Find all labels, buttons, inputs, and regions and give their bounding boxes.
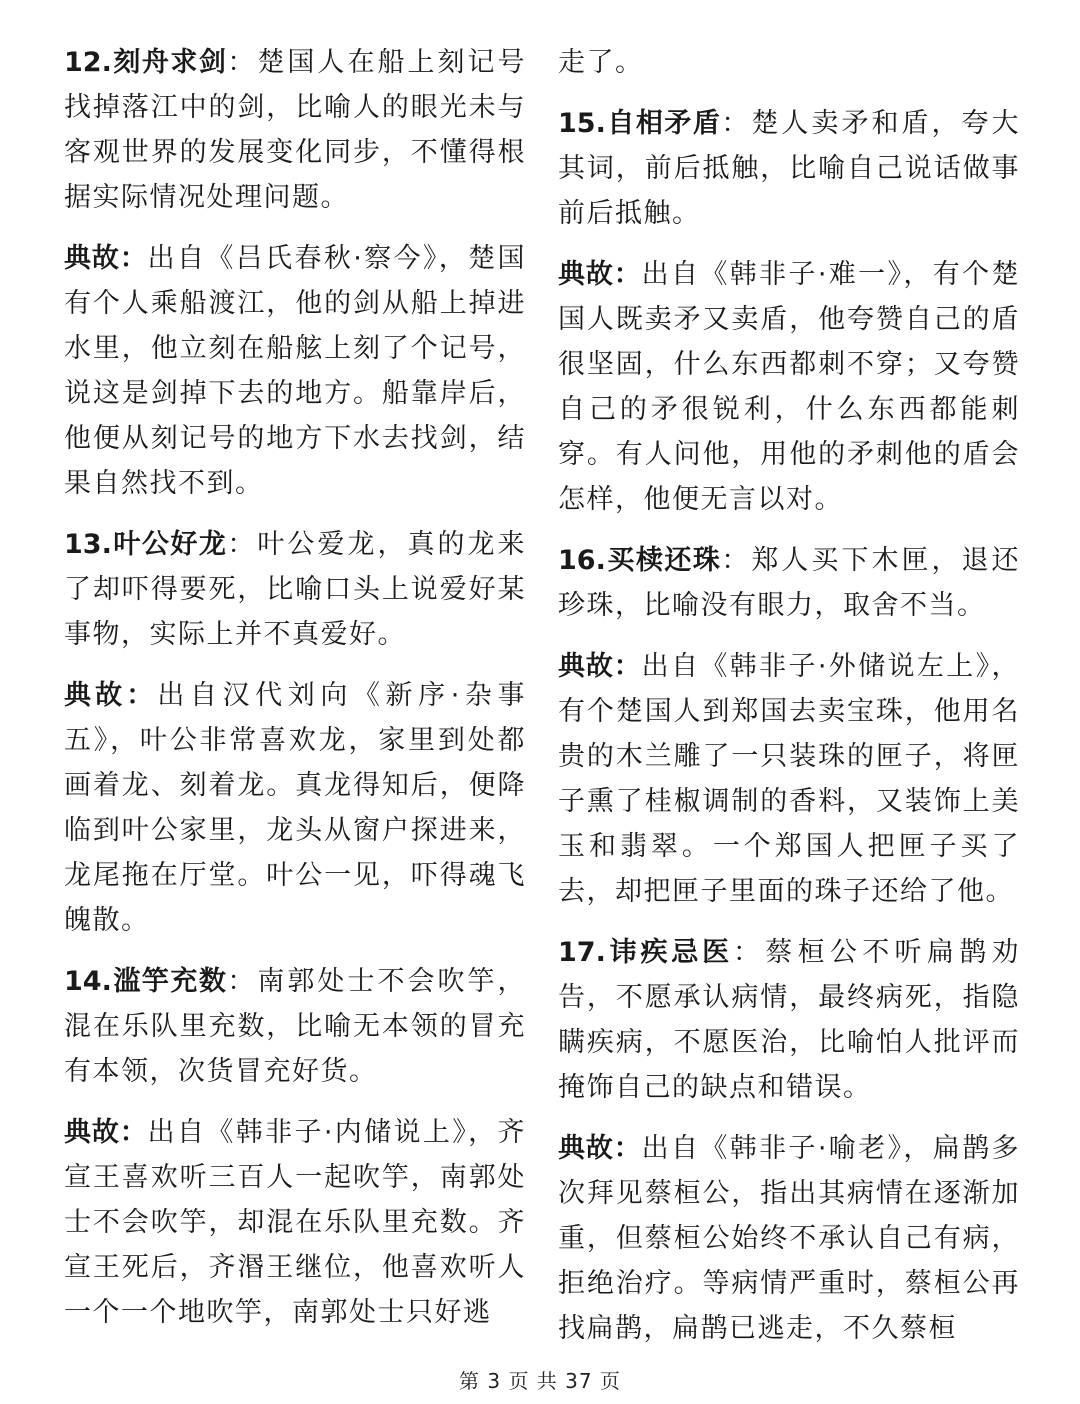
- idiom-definition: 楚人卖矛和盾，夸大其词，前后抵触，比喻自己说话做事前后抵触。: [558, 108, 1020, 229]
- story-label: 典故: [64, 1117, 120, 1148]
- separator: ：: [119, 1117, 148, 1148]
- separator: ：: [613, 651, 642, 682]
- separator: ：: [721, 108, 752, 139]
- story-text: 出自《韩非子·难一》，有个楚国人既卖矛又卖盾，他夸赞自己的盾很坚固，什么东西都刺不穿；又夸赞自己的矛很锐利，什么东西都能刺穿。有人问他，用他的矛刺他的盾会怎样，他便无言以对。: [558, 259, 1021, 515]
- story-label: 典故: [558, 1133, 614, 1164]
- story-paragraph: [558, 1126, 1020, 1351]
- page-number-footer: 第 3 页 共 37 页: [459, 1369, 621, 1393]
- separator: ：: [613, 259, 642, 290]
- story-paragraph: [64, 1110, 526, 1335]
- story-paragraph: [64, 236, 526, 506]
- left-column: [64, 40, 526, 1351]
- idiom-title: 12.刻舟求剑: [64, 47, 228, 78]
- separator: ：: [227, 47, 258, 78]
- story-text: 出自《韩非子·外储说左上》，有个楚国人到郑国去卖宝珠，他用名贵的木兰雕了一只装珠的匣子，将匣子熏了桂椒调制的香料，又装饰上美玉和翡翠。一个郑国人把匣子买了去，却把匣子里面的珠子还给了他。: [558, 651, 1021, 907]
- continuation-paragraph: [558, 40, 1020, 85]
- idiom-title: 15.自相矛盾: [558, 108, 722, 139]
- separator: ：: [613, 1133, 642, 1164]
- separator: ：: [227, 529, 258, 560]
- idiom-title: 17.讳疾忌医: [558, 937, 733, 968]
- story-paragraph: [558, 644, 1020, 914]
- entry-paragraph: [558, 538, 1020, 628]
- separator: ：: [732, 937, 766, 968]
- idiom-title: 13.叶公好龙: [64, 529, 228, 560]
- idiom-definition: 郑人买下木匣，退还珍珠，比喻没有眼力，取舍不当。: [558, 545, 1020, 621]
- separator: ：: [119, 243, 148, 274]
- idiom-title: 14.滥竽充数: [64, 966, 228, 997]
- story-label: 典故: [558, 259, 614, 290]
- continuation-text: 走了。: [558, 47, 644, 78]
- right-column: [558, 40, 1020, 1367]
- entry-paragraph: [558, 930, 1020, 1110]
- story-paragraph: [64, 673, 526, 943]
- idiom-definition: 楚国人在船上刻记号找掉落江中的剑，比喻人的眼光未与客观世界的发展变化同步，不懂得根据实际情况处理问题。: [64, 47, 526, 213]
- story-text: 出自汉代刘向《新序·杂事五》，叶公非常喜欢龙，家里到处都画着龙、刻着龙。真龙得知后，便降临到叶公家里，龙头从窗户探进来，龙尾拖在厅堂。叶公一见，吓得魂飞魄散。: [64, 680, 526, 936]
- separator: ：: [126, 680, 158, 711]
- story-label: 典故: [64, 680, 127, 711]
- idiom-title: 16.买椟还珠: [558, 545, 722, 576]
- entry-paragraph: [64, 522, 526, 657]
- idiom-definition: 蔡桓公不听扁鹊劝告，不愿承认病情，最终病死，指隐瞒疾病，不愿医治，比喻怕人批评而掩饰自己的缺点和错误。: [558, 937, 1021, 1103]
- idiom-definition: 叶公爱龙，真的龙来了却吓得要死，比喻口头上说爱好某事物，实际上并不真爱好。: [64, 529, 526, 650]
- story-text: 出自《韩非子·内储说上》，齐宣王喜欢听三百人一起吹竽，南郭处士不会吹竽，却混在乐队里充数。齐宣王死后，齐湣王继位，他喜欢听人一个一个地吹竽，南郭处士只好逃: [64, 1117, 527, 1328]
- story-text: 出自《吕氏春秋·察今》，楚国有个人乘船渡江，他的剑从船上掉进水里，他立刻在船舷上刻了个记号，说这是剑掉下去的地方。船靠岸后，他便从刻记号的地方下水去找剑，结果自然找不到。: [64, 243, 527, 499]
- entry-paragraph: [64, 40, 526, 220]
- story-text: 出自《韩非子·喻老》，扁鹊多次拜见蔡桓公，指出其病情在逐渐加重，但蔡桓公始终不承认自己有病，拒绝治疗。等病情严重时，蔡桓公再找扁鹊，扁鹊已逃走，不久蔡桓: [558, 1133, 1021, 1344]
- entry-paragraph: [558, 101, 1020, 236]
- separator: ：: [227, 966, 258, 997]
- story-label: 典故: [558, 651, 614, 682]
- entry-paragraph: [64, 959, 526, 1094]
- idiom-definition: 南郭处士不会吹竽，混在乐队里充数，比喻无本领的冒充有本领，次货冒充好货。: [64, 966, 526, 1087]
- story-label: 典故: [64, 243, 120, 274]
- story-paragraph: [558, 252, 1020, 522]
- separator: ：: [721, 545, 752, 576]
